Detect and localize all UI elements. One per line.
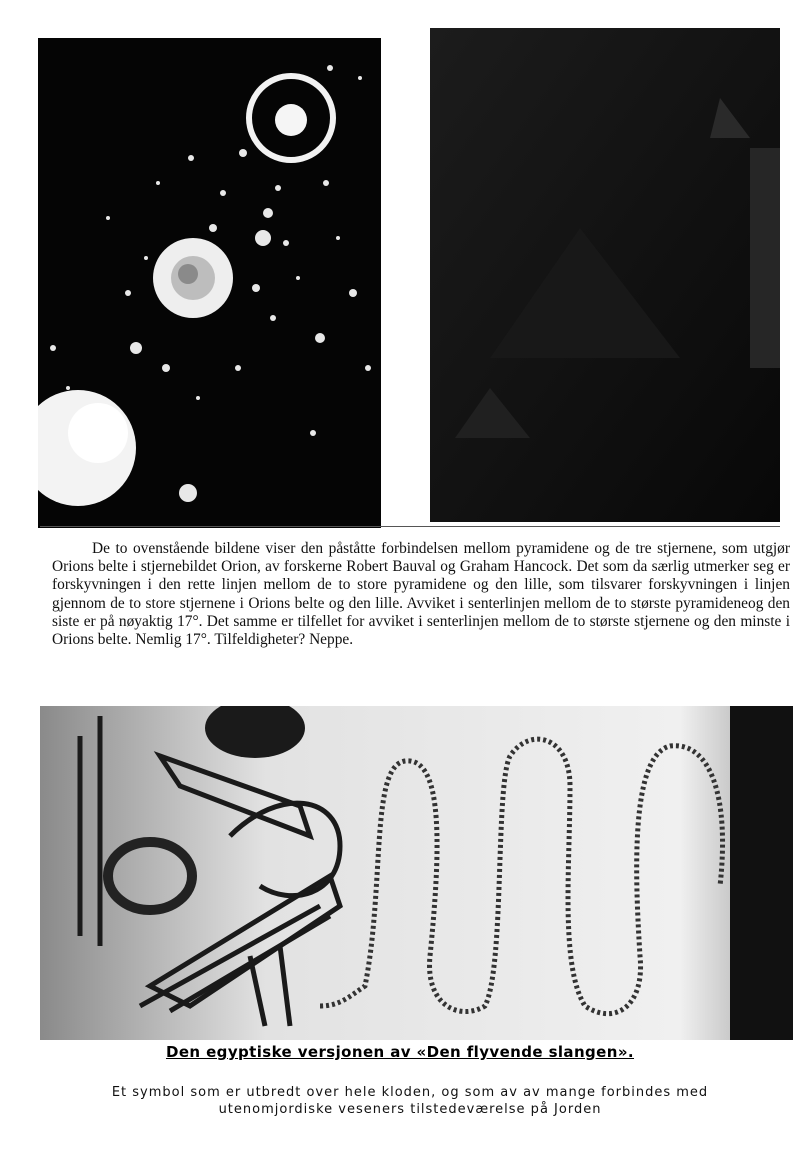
divider-line — [40, 526, 780, 527]
stars-graphic — [38, 38, 381, 528]
flying-serpent-photo — [40, 706, 793, 1040]
pyramids-photo — [430, 28, 780, 522]
pyramids-graphic — [430, 28, 780, 522]
orion-pyramids-caption: De to ovenstående bildene viser den påståtte forbindelsen mellom pyramidene og de tre stjernene, som utgjør Orions belte i stjernebildet Orion, av forskerne Robert Bauval og Graham Hancock. Det som da særlig utmerker seg er forskyvningen i den rette linjen mellom de to store pyramidene og den lille, som tilsvarer forskyvningen i linjen gjennom de to store stjernene i Orions belte og den lille. Avviket i senterlinjen mellom de to største pyramideneog den siste er på nøyaktig 17°. Det samme er tilfellet for avviket i senterlinjen mellom de to største stjernene og den minste i Orions belte. Nemlig 17°. Tilfeldigheter? Neppe. — [52, 540, 790, 649]
small-star — [275, 104, 307, 136]
orion-belt-stars-photo — [38, 38, 381, 528]
serpent-caption-line2: utenomjordiske veseners tilstedeværelse på Jorden — [218, 1102, 602, 1117]
serpent-caption — [60, 1084, 760, 1118]
serpent-graphic — [40, 706, 793, 1040]
serpent-caption-line1: Et symbol som er utbredt over hele kloden, og som av av mange forbindes med — [111, 1085, 709, 1100]
serpent-title: Den egyptiske versjonen av «Den flyvende slangen». — [165, 1043, 635, 1061]
